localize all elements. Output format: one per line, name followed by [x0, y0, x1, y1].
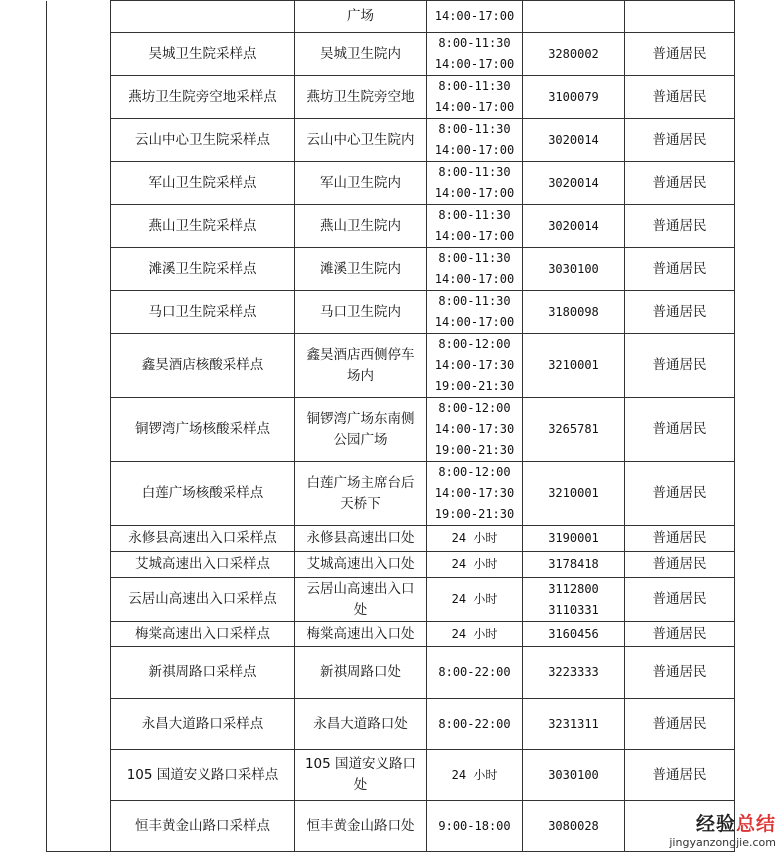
target-cell: 普通居民 [625, 76, 735, 119]
site-name-cell: 永修县高速出入口采样点 [111, 526, 295, 552]
location-cell [295, 462, 427, 526]
location-cell-line: 梅棠高速出入口处 [306, 625, 415, 642]
target-cell: 普通居民 [625, 248, 735, 291]
site-name-cell: 吴城卫生院采样点 [111, 33, 295, 76]
phone-cell [523, 462, 625, 526]
phone-cell-line: 3223333 [548, 665, 599, 679]
target-cell: 普通居民 [625, 462, 735, 526]
target-cell [625, 1, 735, 33]
hours-cell [427, 699, 523, 750]
hours-cell [427, 462, 523, 526]
location-cell-line: 云居山高速出入口 [306, 580, 415, 597]
location-cell-line: 105 国道安义路口 [304, 756, 417, 772]
table-row [47, 205, 735, 248]
site-name-cell: 铜锣湾广场核酸采样点 [111, 398, 295, 462]
location-cell-line: 处 [353, 777, 368, 793]
hours-cell [427, 526, 523, 552]
site-name-cell: 艾城高速出入口采样点 [111, 552, 295, 578]
location-cell-line: 滩溪卫生院内 [320, 260, 401, 277]
table-row [47, 647, 735, 699]
phone-cell [523, 33, 625, 76]
phone-cell-line: 3265781 [548, 422, 599, 436]
location-cell-line: 广场 [347, 8, 374, 24]
phone-cell [523, 334, 625, 398]
location-cell-line: 天桥下 [340, 495, 381, 512]
hours-cell-line: 8:00-11:30 [438, 79, 511, 93]
hours-cell [427, 334, 523, 398]
location-cell [295, 33, 427, 76]
target-cell: 普通居民 [625, 526, 735, 552]
site-name-cell: 军山卫生院采样点 [111, 162, 295, 205]
hours-cell [427, 1, 523, 33]
site-name-cell: 永昌大道路口采样点 [111, 699, 295, 750]
hours-cell-line: 19:00-21:30 [434, 443, 515, 457]
phone-cell [523, 552, 625, 578]
hours-cell-line: 14:00-17:00 [434, 315, 515, 329]
location-cell-line: 公园广场 [333, 431, 388, 448]
hours-cell [427, 248, 523, 291]
sampling-sites-table [46, 0, 735, 852]
hours-cell-line: 8:00-12:00 [438, 337, 511, 351]
hours-cell [427, 647, 523, 699]
table-row [47, 119, 735, 162]
location-cell-line: 马口卫生院内 [320, 303, 401, 320]
location-cell-line: 恒丰黄金山路口处 [306, 817, 415, 834]
target-cell: 普通居民 [625, 205, 735, 248]
phone-cell [523, 801, 625, 852]
hours-cell-line: 8:00-11:30 [438, 251, 511, 265]
hours-cell-line: 24 小时 [451, 592, 498, 606]
location-cell-line: 吴城卫生院内 [320, 45, 401, 62]
location-cell-line: 铜锣湾广场东南侧 [306, 410, 415, 427]
hours-cell-line: 24 小时 [451, 557, 498, 571]
location-cell-line: 新祺周路口处 [320, 664, 401, 680]
location-cell [295, 119, 427, 162]
phone-cell [523, 119, 625, 162]
phone-cell-line: 3210001 [548, 486, 599, 500]
hours-cell [427, 750, 523, 801]
table-row [47, 248, 735, 291]
hours-cell-line: 8:00-11:30 [438, 36, 511, 50]
site-name-cell: 恒丰黄金山路口采样点 [111, 801, 295, 852]
watermark [669, 809, 776, 849]
location-cell-line: 永修县高速出口处 [306, 530, 415, 546]
location-cell [295, 398, 427, 462]
table-row [47, 1, 735, 33]
site-name-cell: 105 国道安义路口采样点 [111, 750, 295, 801]
target-cell: 普通居民 [625, 33, 735, 76]
hours-cell-line: 8:00-11:30 [438, 122, 511, 136]
hours-cell-line: 24 小时 [451, 767, 498, 782]
location-cell [295, 622, 427, 647]
phone-cell [523, 699, 625, 750]
hours-cell-line: 14:00-17:00 [434, 272, 515, 286]
hours-cell-line: 14:00-17:30 [434, 358, 515, 372]
location-cell [295, 248, 427, 291]
location-cell-line: 白莲广场主席台后 [306, 474, 415, 491]
hours-cell-line: 14:00-17:30 [434, 486, 515, 500]
location-cell-line: 燕山卫生院内 [320, 217, 401, 234]
site-name-cell: 鑫昊酒店核酸采样点 [111, 334, 295, 398]
site-name-cell: 云居山高速出入口采样点 [111, 578, 295, 622]
hours-cell [427, 801, 523, 852]
site-name-cell: 白莲广场核酸采样点 [111, 462, 295, 526]
hours-cell-line: 8:00-12:00 [438, 401, 511, 415]
site-name-cell: 马口卫生院采样点 [111, 291, 295, 334]
site-name-cell: 梅棠高速出入口采样点 [111, 622, 295, 647]
hours-cell-line: 14:00-17:00 [434, 229, 515, 243]
hours-cell-line: 14:00-17:00 [434, 100, 515, 114]
phone-cell-line: 3100079 [548, 89, 599, 104]
location-cell [295, 162, 427, 205]
hours-cell-line: 19:00-21:30 [434, 379, 515, 393]
hours-cell-line: 14:00-17:00 [434, 57, 515, 71]
hours-cell [427, 398, 523, 462]
hours-cell-line: 8:00-11:30 [438, 208, 511, 222]
target-cell: 普通居民 [625, 622, 735, 647]
hours-cell [427, 119, 523, 162]
phone-cell-line: 3178418 [548, 557, 599, 571]
phone-cell-line: 3020014 [548, 132, 599, 147]
table-row [47, 552, 735, 578]
phone-cell [523, 162, 625, 205]
phone-cell-line: 3020014 [548, 218, 599, 233]
location-cell-line: 云山中心卫生院内 [306, 131, 415, 148]
hours-cell [427, 291, 523, 334]
location-cell-line: 鑫昊酒店西侧停车 [306, 346, 415, 363]
phone-cell [523, 750, 625, 801]
phone-cell-line: 3180098 [548, 304, 599, 319]
target-cell: 普通居民 [625, 162, 735, 205]
location-cell [295, 750, 427, 801]
phone-cell-line: 3160456 [548, 626, 599, 641]
location-cell [295, 647, 427, 699]
phone-cell-line: 3020014 [548, 175, 599, 190]
hours-cell [427, 552, 523, 578]
site-name-cell [111, 1, 295, 33]
target-cell: 普通居民 [625, 291, 735, 334]
hours-cell-line: 8:00-11:30 [438, 294, 511, 308]
hours-cell-line: 9:00-18:00 [438, 818, 511, 833]
watermark-url: jingyanzongjie.com [669, 836, 776, 849]
phone-cell [523, 398, 625, 462]
location-cell [295, 76, 427, 119]
hours-cell-line: 19:00-21:30 [434, 507, 515, 521]
target-cell: 普通居民 [625, 578, 735, 622]
phone-cell [523, 647, 625, 699]
location-cell-line: 艾城高速出入口处 [306, 556, 415, 572]
hours-cell-line: 8:00-11:30 [438, 165, 511, 179]
hours-cell-line: 14:00-17:00 [434, 186, 515, 200]
phone-cell-line: 3030100 [548, 767, 599, 782]
site-name-cell: 滩溪卫生院采样点 [111, 248, 295, 291]
phone-cell [523, 622, 625, 647]
site-name-cell: 新祺周路口采样点 [111, 647, 295, 699]
table-row [47, 334, 735, 398]
phone-cell [523, 205, 625, 248]
target-cell: 普通居民 [625, 119, 735, 162]
table-row [47, 699, 735, 750]
table-row [47, 750, 735, 801]
hours-cell-line: 8:00-22:00 [438, 665, 511, 679]
location-cell-line: 场内 [347, 367, 374, 384]
target-cell: 普通居民 [625, 334, 735, 398]
phone-cell [523, 1, 625, 33]
hours-cell-line: 24 小时 [451, 531, 498, 545]
hours-cell [427, 622, 523, 647]
location-cell [295, 1, 427, 33]
hours-cell [427, 33, 523, 76]
phone-cell [523, 291, 625, 334]
watermark-logo [669, 809, 776, 836]
location-cell-line: 永昌大道路口处 [313, 715, 408, 732]
phone-cell [523, 526, 625, 552]
target-cell: 普通居民 [625, 398, 735, 462]
table-row [47, 526, 735, 552]
table-row [47, 291, 735, 334]
location-cell-line: 燕坊卫生院旁空地 [306, 88, 415, 105]
hours-cell-line: 14:00-17:00 [434, 9, 515, 23]
target-cell: 普通居民 [625, 552, 735, 578]
table-row [47, 801, 735, 852]
phone-cell-line: 3080028 [548, 818, 599, 833]
target-cell: 普通居民 [625, 750, 735, 801]
table-row [47, 162, 735, 205]
table-row [47, 622, 735, 647]
phone-cell-line: 3210001 [548, 358, 599, 372]
table-row [47, 76, 735, 119]
hours-cell [427, 162, 523, 205]
hours-cell-line: 14:00-17:30 [434, 422, 515, 436]
location-cell [295, 699, 427, 750]
district-cell [47, 1, 111, 852]
location-cell [295, 334, 427, 398]
location-cell [295, 291, 427, 334]
hours-cell [427, 578, 523, 622]
phone-cell [523, 578, 625, 622]
hours-cell-line: 14:00-17:00 [434, 143, 515, 157]
hours-cell-line: 8:00-12:00 [438, 465, 511, 479]
phone-cell-line: 3190001 [548, 531, 599, 545]
phone-cell [523, 248, 625, 291]
site-name-cell: 燕山卫生院采样点 [111, 205, 295, 248]
phone-cell-line: 3110331 [548, 602, 599, 617]
watermark-logo-text-a: 经验 [695, 813, 736, 835]
hours-cell-line: 24 小时 [451, 626, 498, 641]
phone-cell-line: 3231311 [548, 716, 599, 731]
hours-cell [427, 205, 523, 248]
hours-cell [427, 76, 523, 119]
table-row [47, 33, 735, 76]
location-cell [295, 578, 427, 622]
location-cell [295, 205, 427, 248]
phone-cell [523, 76, 625, 119]
target-cell: 普通居民 [625, 699, 735, 750]
location-cell-line: 军山卫生院内 [320, 174, 401, 191]
location-cell [295, 552, 427, 578]
target-cell: 普通居民 [625, 647, 735, 699]
table-row [47, 462, 735, 526]
phone-cell-line: 3030100 [548, 261, 599, 276]
watermark-logo-text-b: 总结 [735, 813, 776, 835]
phone-cell-line: 3280002 [548, 46, 599, 61]
phone-cell-line: 3112800 [548, 581, 599, 596]
table-row [47, 578, 735, 622]
location-cell [295, 526, 427, 552]
table-row [47, 398, 735, 462]
location-cell-line: 处 [353, 601, 368, 618]
location-cell [295, 801, 427, 852]
site-name-cell: 云山中心卫生院采样点 [111, 119, 295, 162]
site-name-cell: 燕坊卫生院旁空地采样点 [111, 76, 295, 119]
hours-cell-line: 8:00-22:00 [438, 716, 511, 731]
